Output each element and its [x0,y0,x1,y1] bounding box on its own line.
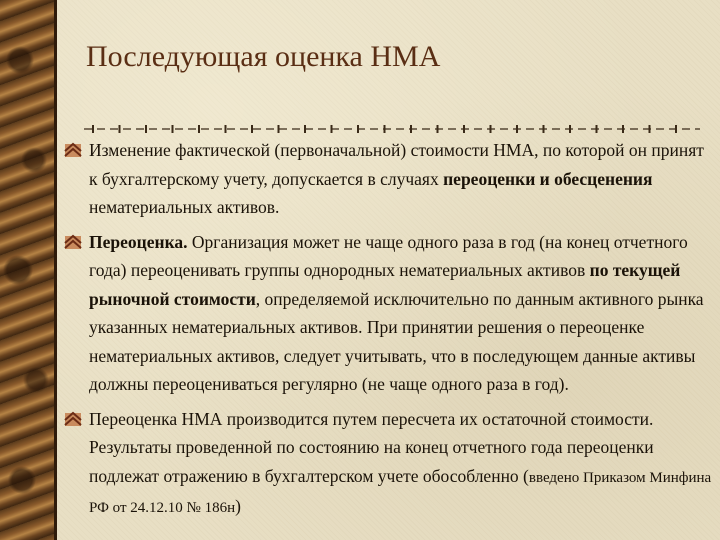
item-3-text: Переоценка НМА производится путем пересчета их остаточной стоимости. Результаты проведенной по состоянию на конец отчетного года переоценки подлежат отражению в бухгалтерском учете обособленно ( [89,408,654,486]
slide-title: Последующая оценка НМА [86,40,441,73]
divider-tick [675,125,677,133]
divider-tick [569,125,571,133]
divider-tick [251,125,253,133]
decorative-divider [84,124,700,134]
divider-tick [145,125,147,133]
list-item [62,405,712,523]
divider-tick [278,125,280,133]
divider-tick [543,125,545,133]
divider-tick [490,125,492,133]
divider-tick [622,125,624,133]
wood-strip-edge [54,0,57,540]
divider-tick [172,125,174,133]
divider-tick [92,125,94,133]
divider-tick [225,125,227,133]
item-3-reference: введено Приказом Минфина РФ от 24.12.10 № 186н [89,469,712,516]
divider-tick [384,125,386,133]
divider-tick [410,125,412,133]
divider-tick [437,125,439,133]
wood-strip-decoration [0,0,54,540]
divider-tick [331,125,333,133]
list-item [62,136,712,222]
divider-tick [516,125,518,133]
item-2-text: Организация может не чаще одного раза в год (на конец отчетного года) переоценивать группы однородных нематериальных активов [89,231,688,280]
divider-tick [198,125,200,133]
divider-tick [649,125,651,133]
list-item [62,228,712,399]
item-1-bold: переоценки и обесценения [443,168,653,189]
item-2-heading: Переоценка. [89,231,188,252]
item-1-text: Изменение фактической (первоначальной) стоимости НМА, по которой он принят к бухгалтерскому учету, допускается в случаях [89,140,704,189]
bullet-icon [64,234,82,250]
bullet-icon [64,411,82,427]
divider-tick [463,125,465,133]
divider-tick [357,125,359,133]
bullet-list [62,136,712,529]
bullet-icon [64,142,82,158]
item-2-text-end: , определяемой исключительно по данным активного рынка указанных нематериальных активов. При принятии решения о переоценке нематериальных активов, следует учитывать, что в последующем данные активы должны переоцениваться регулярно (не чаще одного раза в год). [89,288,704,394]
divider-tick [304,125,306,133]
item-2-bold: по текущей рыночной стоимости [89,260,681,309]
divider-tick [596,125,598,133]
item-1-text-end: нематериальных активов. [89,197,280,217]
divider-tick [119,125,121,133]
item-3-text-end: ) [235,496,241,516]
